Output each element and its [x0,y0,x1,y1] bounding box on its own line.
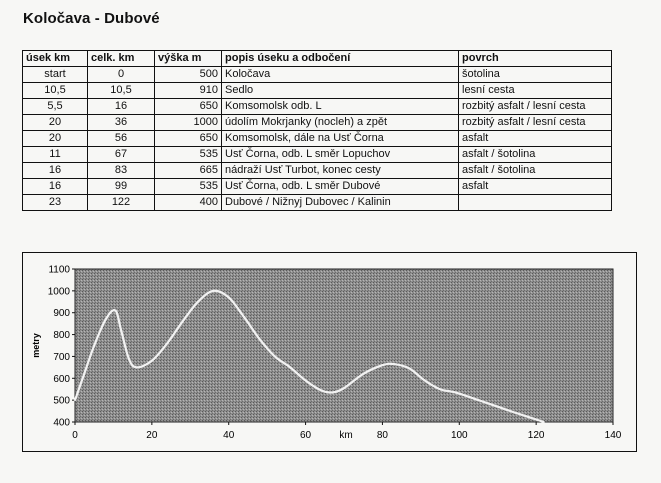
x-tick-label: 80 [376,430,388,441]
y-tick-label: 500 [53,395,70,407]
cell-total-km: 56 [88,131,155,147]
cell-segment-km: 16 [23,179,88,195]
data-point [136,366,138,368]
cell-surface: asfalt [459,131,612,147]
col-header-total-km: celk. km [88,51,155,67]
data-point [105,318,107,320]
cell-total-km: 122 [88,195,155,211]
cell-total-km: 16 [88,99,155,115]
cell-segment-km: 10,5 [23,83,88,99]
data-point [243,316,245,318]
y-tick-label: 1100 [48,264,70,276]
data-point [497,406,499,408]
col-header-description: popis úseku a odbočení [222,51,459,67]
y-tick-label: 800 [53,330,70,342]
cell-description: Komsomolsk, dále na Usť Čorna [222,131,459,147]
data-point [439,388,441,390]
plot-area [75,269,613,422]
table-row [23,67,612,83]
cell-segment-km: 11 [23,147,88,163]
cell-segment-km: 5,5 [23,99,88,115]
data-point [362,373,364,375]
cell-altitude: 500 [155,67,222,83]
x-tick-label: 40 [223,430,235,441]
cell-segment-km: start [23,67,88,83]
x-tick-label: 120 [527,430,545,441]
cell-altitude: 535 [155,179,222,195]
table-row [23,83,612,99]
data-point [128,358,130,360]
cell-description: nádraží Usť Turbot, konec cesty [222,163,459,179]
cell-total-km: 99 [88,179,155,195]
cell-surface: asfalt / šotolina [459,147,612,163]
data-point [543,421,545,423]
cell-description: Usť Čorna, odb. L směr Dubové [222,179,459,195]
cell-description: Sedlo [222,83,459,99]
data-point [332,392,334,394]
elevation-chart-svg [22,252,637,452]
cell-total-km: 36 [88,115,155,131]
data-point [74,399,76,401]
table-body [23,67,612,211]
y-tick-label: 900 [53,308,70,320]
data-point [82,377,84,379]
x-tick-label: 100 [450,430,468,441]
data-point [320,389,322,391]
data-point [305,380,307,382]
data-point [408,368,410,370]
table-row [23,115,612,131]
data-point [382,364,384,366]
col-header-surface: povrch [459,51,612,67]
col-header-altitude: výška m [155,51,222,67]
cell-description: údolím Mokrjanky (nocleh) a zpět [222,115,459,131]
cell-altitude: 910 [155,83,222,99]
data-point [120,329,122,331]
data-point [393,363,395,365]
cell-surface: lesní cesta [459,83,612,99]
data-point [151,360,153,362]
table-header-row [23,51,612,67]
table-row [23,147,612,163]
cell-description: Usť Čorna, odb. L směr Lopuchov [222,147,459,163]
cell-total-km: 10,5 [88,83,155,99]
cell-altitude: 650 [155,99,222,115]
cell-total-km: 0 [88,67,155,83]
cell-description: Koločava [222,67,459,83]
data-point [274,356,276,358]
data-point [212,290,214,292]
cell-total-km: 83 [88,163,155,179]
y-tick-label: 700 [53,351,70,363]
data-point [182,321,184,323]
table-row [23,179,612,195]
col-header-segment-km: úsek km [23,51,88,67]
y-axis-label: metry [31,333,41,358]
cell-altitude: 535 [155,147,222,163]
cell-surface: šotolina [459,67,612,83]
route-table [22,50,612,211]
cell-segment-km: 20 [23,131,88,147]
cell-surface: asfalt [459,179,612,195]
data-point [259,338,261,340]
x-axis-label: km [339,430,353,441]
y-tick-label: 1000 [47,286,70,298]
cell-segment-km: 20 [23,115,88,131]
x-tick-label: 20 [146,430,158,441]
cell-altitude: 400 [155,195,222,211]
data-point [424,380,426,382]
y-tick-label: 400 [53,417,70,429]
data-point [228,297,230,299]
data-point [478,399,480,401]
y-tick-label: 600 [53,373,70,385]
data-point [166,342,168,344]
cell-surface: asfalt / šotolina [459,163,612,179]
page-title: Koločava - Dubové [23,10,160,27]
cell-description: Dubové / Nižnyj Dubovec / Kalinin [222,195,459,211]
cell-total-km: 67 [88,147,155,163]
data-point [197,301,199,303]
cell-surface: rozbitý asfalt / lesní cesta [459,99,612,115]
cell-surface [459,195,612,211]
data-point [516,412,518,414]
x-tick-label: 60 [300,430,312,441]
table-row [23,99,612,115]
cell-segment-km: 16 [23,163,88,179]
data-point [455,392,457,394]
data-point [289,366,291,368]
data-point [114,310,116,312]
x-tick-label: 140 [604,430,622,441]
data-point [93,345,95,347]
cell-description: Komsomolsk odb. L [222,99,459,115]
cell-altitude: 650 [155,131,222,147]
cell-altitude: 1000 [155,115,222,131]
table-row [23,131,612,147]
elevation-chart [22,252,637,452]
cell-surface: rozbitý asfalt / lesní cesta [459,115,612,131]
cell-altitude: 665 [155,163,222,179]
x-tick-label: 0 [72,430,78,441]
table-row [23,163,612,179]
data-point [343,387,345,389]
table-row [23,195,612,211]
cell-segment-km: 23 [23,195,88,211]
